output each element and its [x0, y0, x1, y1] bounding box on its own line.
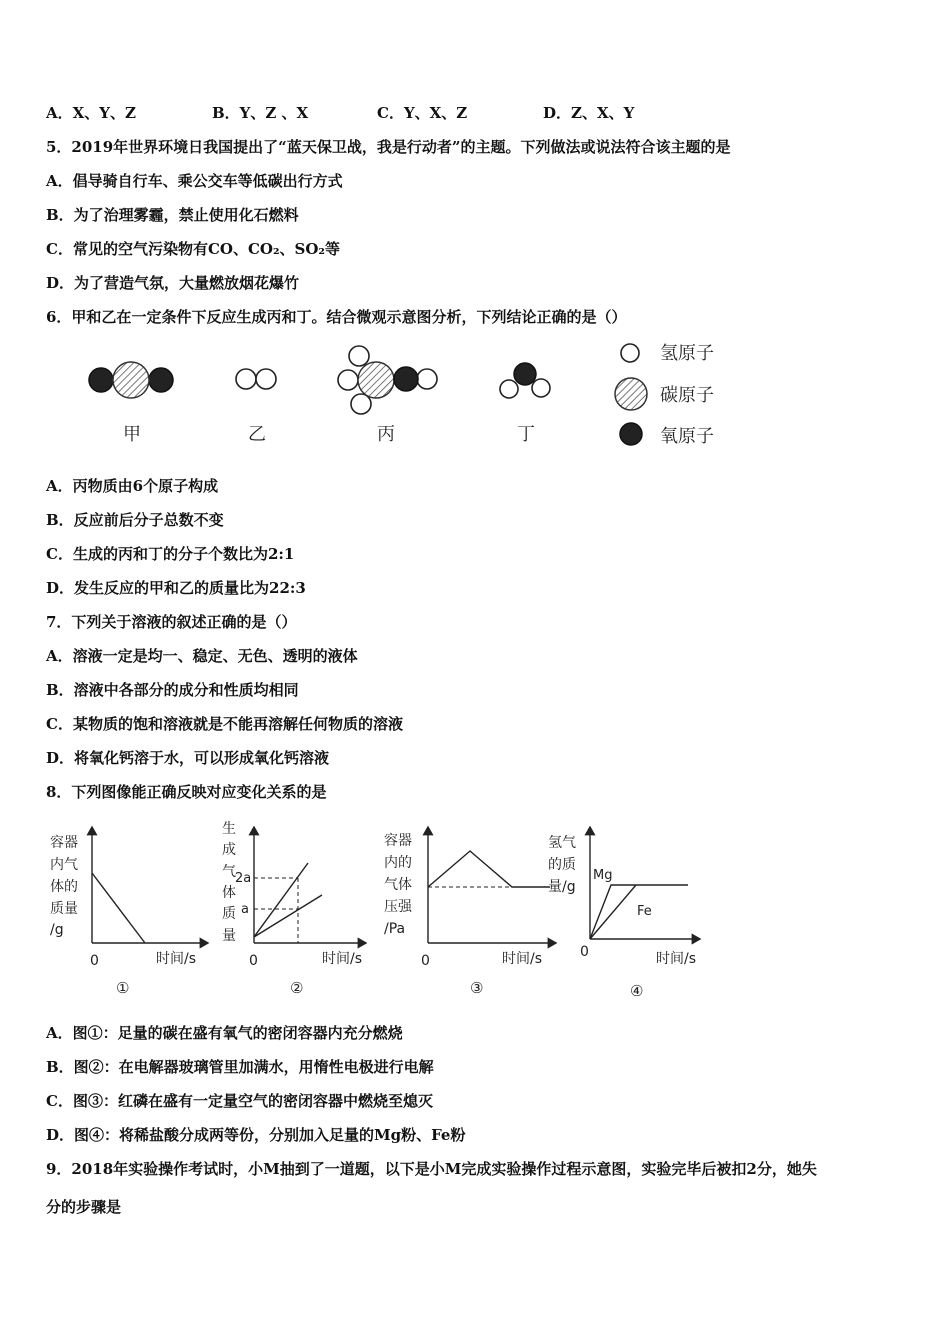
graph-2-line-oxygen	[254, 895, 322, 937]
graph-2-tick-a: a	[241, 902, 249, 917]
graph-1-ylabel-2: 内气	[50, 857, 78, 873]
graph-3-ylabel-1: 容器	[384, 833, 412, 849]
graph-4-label-mg: Mg	[593, 868, 613, 883]
graph-1	[50, 827, 208, 997]
graph-2-xlabel: 时间/s	[322, 951, 363, 967]
graph-2-ylabel-3: 气	[222, 864, 236, 880]
q6-option-d: D．发生反应的甲和乙的质量比为22:3	[46, 579, 306, 597]
graph-3-ylabel-2: 内的	[384, 855, 412, 871]
graph-4-line-fe	[590, 885, 636, 939]
graph-1-origin: 0	[90, 953, 99, 969]
q5-option-b: B．为了治理雾霾，禁止使用化石燃料	[46, 206, 299, 224]
q9-stem-line-2: 分的步骤是	[46, 1198, 122, 1216]
q6-option-a: A．丙物质由6个原子构成	[46, 477, 219, 495]
q4-option-c: C．Y、X、Z	[377, 104, 468, 122]
graph-3-ylabel-3: 气体	[384, 877, 412, 893]
graph-2-line-hydrogen	[254, 863, 308, 937]
molecule-jia	[89, 362, 173, 398]
molecule-bing	[338, 346, 437, 414]
q8-option-b: B．图②：在电解器玻璃管里加满水，用惰性电极进行电解	[46, 1058, 434, 1076]
graph-4-origin: 0	[580, 944, 589, 960]
graph-4-ylabel-1: 氢气	[548, 835, 576, 851]
graph-3-origin: 0	[421, 953, 430, 969]
legend-hydrogen: 氢原子	[660, 343, 714, 364]
q8-graphs	[40, 815, 720, 1010]
graph-4-ylabel-3: 量/g	[548, 879, 576, 895]
graph-4-caption: ④	[630, 982, 644, 1000]
q5-option-c: C．常见的空气污染物有CO、CO₂、SO₂等	[46, 240, 340, 258]
graph-3-xlabel: 时间/s	[502, 951, 543, 967]
graph-1-xlabel: 时间/s	[156, 951, 197, 967]
label-bing: 丙	[377, 424, 395, 445]
label-ding: 丁	[517, 424, 535, 445]
q4-option-a: A．X、Y、Z	[46, 104, 136, 122]
graph-1-ylabel-3: 体的	[50, 879, 78, 895]
graph-2-ylabel-5: 质	[222, 906, 236, 922]
molecule-diagram	[80, 338, 760, 458]
q5-option-a: A．倡导骑自行车、乘公交车等低碳出行方式	[46, 172, 343, 190]
graph-4-xlabel: 时间/s	[656, 951, 697, 967]
q4-option-d: D．Z、X、Y	[543, 104, 635, 122]
graph-2-ylabel-1: 生	[222, 821, 236, 837]
q8-stem: 8．下列图像能正确反映对应变化关系的是	[46, 783, 327, 801]
graph-4-ylabel-2: 的质	[548, 857, 576, 873]
q5-option-d: D．为了营造气氛，大量燃放烟花爆竹	[46, 274, 300, 292]
q4-option-b: B．Y、Z 、X	[212, 104, 309, 122]
graph-2-ylabel-2: 成	[222, 842, 236, 858]
graph-2	[222, 820, 366, 997]
legend	[615, 343, 714, 447]
q7-option-b: B．溶液中各部分的成分和性质均相同	[46, 681, 299, 699]
graph-3-caption: ③	[470, 979, 484, 997]
q7-option-d: D．将氧化钙溶于水，可以形成氧化钙溶液	[46, 749, 330, 767]
q7-option-c: C．某物质的饱和溶液就是不能再溶解任何物质的溶液	[46, 715, 403, 733]
graph-2-ylabel-4: 体	[222, 885, 236, 901]
q8-option-a: A．图①：足量的碳在盛有氧气的密闭容器内充分燃烧	[46, 1024, 403, 1042]
legend-oxygen-symbol	[620, 423, 642, 445]
graph-2-caption: ②	[290, 979, 304, 997]
q8-option-c: C．图③：红磷在盛有一定量空气的密闭容器中燃烧至熄灭	[46, 1092, 433, 1110]
graph-2-ylabel-6: 量	[222, 928, 236, 944]
graph-4-label-fe: Fe	[637, 904, 652, 919]
q5-stem: 5．2019年世界环境日我国提出了“蓝天保卫战，我是行动者”的主题。下列做法或说法符合该主题的是	[46, 138, 731, 156]
label-yi: 乙	[248, 424, 266, 445]
molecule-ding	[500, 363, 550, 398]
graph-1-ylabel-4: 质量	[50, 901, 78, 917]
graph-3-line	[428, 851, 550, 887]
q7-stem: 7．下列关于溶液的叙述正确的是（）	[46, 613, 297, 631]
q6-option-c: C．生成的丙和丁的分子个数比为2:1	[46, 545, 295, 563]
legend-carbon: 碳原子	[660, 385, 714, 406]
legend-oxygen: 氧原子	[660, 426, 714, 447]
graph-2-origin: 0	[249, 953, 258, 969]
q7-option-a: A．溶液一定是均一、稳定、无色、透明的液体	[46, 647, 358, 665]
graph-3-ylabel-4: 压强	[384, 899, 412, 915]
graph-1-ylabel-5: /g	[50, 922, 64, 938]
graph-1-line	[92, 873, 145, 943]
graph-3-ylabel-5: /Pa	[384, 921, 406, 937]
label-jia: 甲	[123, 424, 141, 445]
legend-hydrogen-symbol	[621, 344, 639, 362]
graph-2-tick-2a: 2a	[235, 871, 252, 886]
q6-option-b: B．反应前后分子总数不变	[46, 511, 224, 529]
molecule-yi	[236, 369, 276, 389]
q8-option-d: D．图④：将稀盐酸分成两等份，分别加入足量的Mg粉、Fe粉	[46, 1126, 466, 1144]
graph-4	[548, 827, 700, 1000]
legend-carbon-symbol	[615, 378, 647, 410]
q6-stem: 6．甲和乙在一定条件下反应生成丙和丁。结合微观示意图分析，下列结论正确的是（）	[46, 308, 627, 326]
graph-1-caption: ①	[116, 979, 130, 997]
q9-stem-line-1: 9．2018年实验操作考试时，小M抽到了一道题，以下是小M完成实验操作过程示意图，实验完毕后被扣2分，她失	[46, 1160, 817, 1178]
graph-3	[384, 827, 556, 997]
graph-1-ylabel-1: 容器	[50, 835, 78, 851]
